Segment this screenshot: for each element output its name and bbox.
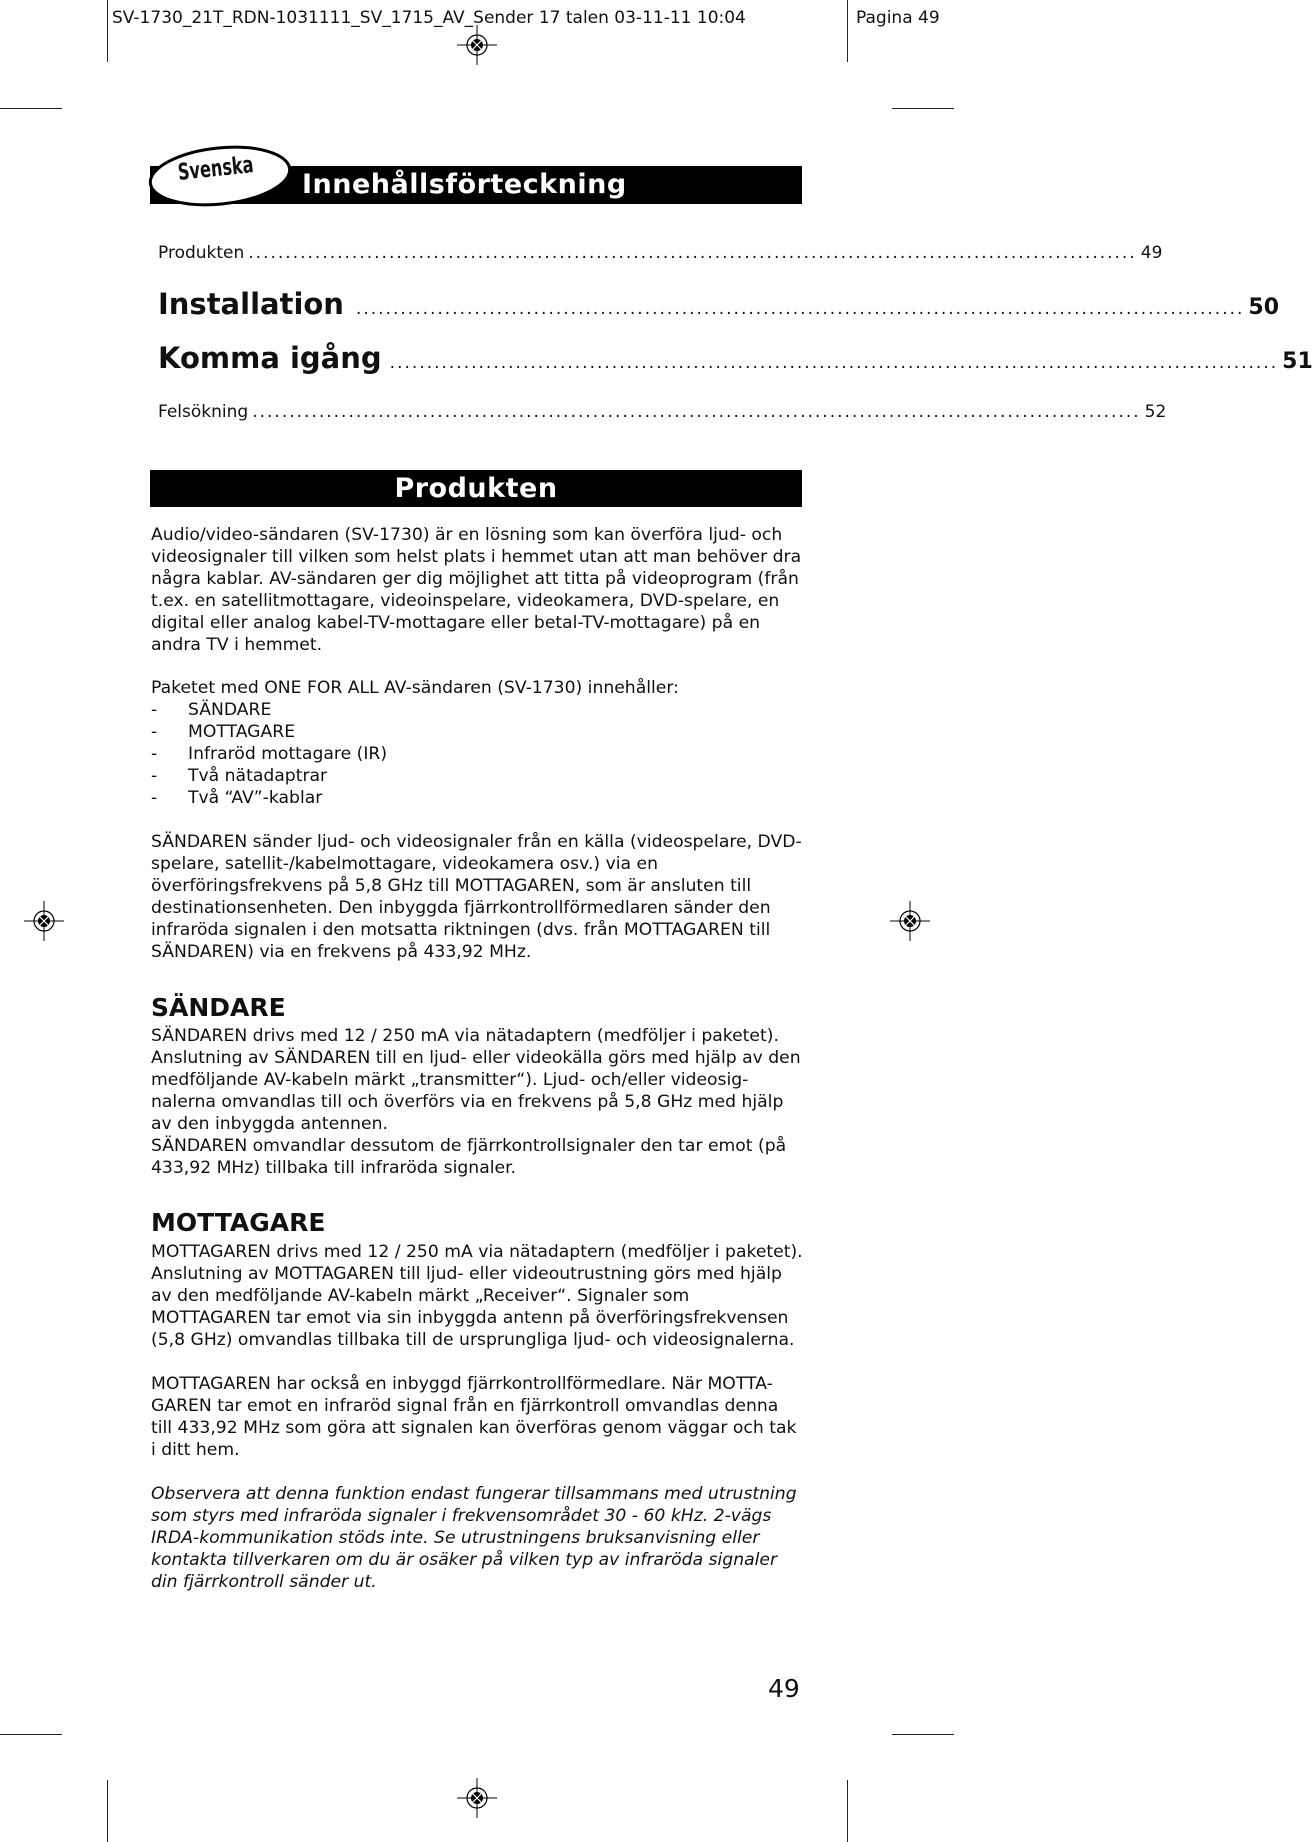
toc-entry: Komma igång ........................................................................................................................ 51 [158,341,1313,375]
crop-mark [107,0,108,62]
sandare-paragraph: SÄNDAREN drivs med 12 / 250 mA via nätadaptern (medföljer i paketet). Anslutning av SÄNDAREN till en ljud- eller videokälla görs med hjälp av den medföljande AV-kabeln märkt „transmitter“). Ljud- och/eller videosig-nalerna omvandlas till och överförs via en frekvens på 5,8 GHz med hjälp av den inbyggda antennen. [151,1026,801,1134]
list-item: - Två nätadaptrar [151,766,328,786]
toc-entry-label: Produkten [158,243,245,263]
mottagare-paragraph: MOTTAGAREN har också en inbyggd fjärrkontrollförmedlare. När MOTTA-GAREN tar emot en infraröd signal från en fjärrkontroll omvandlas denna till 433,92 MHz som göra att signalen kan överföras genom väggar och tak i ditt hem. [151,1374,797,1460]
toc-entry: Produkten ........................................................................................................................ 49 [158,243,1163,263]
toc-entry: Installation ........................................................................................................................ 50 [158,287,1280,321]
mottagare-note: Observera att denna funktion endast fungerar tillsammans med utrustning som styrs med infraröda signaler i frekvensområdet 30 - 60 kHz. 2-vägs IRDA-kommunikation stöds inte. Se utrustningens bruksanvisning eller kontakta tillverkaren om du är osäker på vilken typ av infraröda signaler din fjärrkontroll sänder ut. [151,1484,797,1592]
crop-mark [892,108,954,109]
mottagare-paragraph: MOTTAGAREN drivs med 12 / 250 mA via nätadaptern (medföljer i paketet). Anslutning av MOTTAGAREN till ljud- eller videoutrustning görs med hjälp av den medföljande AV-kabeln märkt „Receiver“. Signaler som MOTTAGAREN tar emot via sin inbyggda antenn på överföringsfrekvensen (5,8 GHz) omvandlas tillbaka till de ursprungliga ljud- och videosignalerna. [151,1242,803,1350]
crop-mark [847,1780,848,1842]
list-item: - Infraröd mottagare (IR) [151,744,388,764]
toc-entry-page: 52 [1144,402,1167,422]
crop-mark [892,1734,954,1735]
language-badge-label: Svenska [176,152,255,186]
sender-description: SÄNDAREN sänder ljud- och videosignaler från en källa (videospelare, DVD-spelare, satellit-/kabelmottagare, videokamera osv.) via en överföringsfrekvens på 5,8 GHz till MOTTAGAREN, som är ansluten till destinationsenheten. Den inbyggda fjärrkontrollförmedlaren sänder den infraröda signalen i den motsatta riktningen (dvs. från MOTTAGAREN till SÄNDAREN) via en frekvens på 433,92 MHz. [151,832,802,962]
print-slug-page: Pagina 49 [856,8,940,28]
toc-entry: Felsökning ........................................................................................................................ 52 [158,402,1167,422]
package-list [151,699,387,809]
toc-entry-page: 49 [1140,243,1163,263]
toc-header [150,152,802,204]
crop-mark [0,1734,62,1735]
intro-paragraph: Audio/video-sändaren (SV-1730) är en lösning som kan överföra ljud- och videosignaler till vilken som helst plats i hemmet utan att man behöver dra några kablar. AV-sändaren ger dig möjlighet att titta på videoprogram (från t.ex. en satellitmottagare, videoinspelare, videokamera, DVD-spelare, en digital eller analog kabel-TV-mottagare eller betal-TV-mottagare) på en andra TV i hemmet. [151,525,802,655]
toc-entry-page: 50 [1248,295,1280,320]
list-item: - SÄNDARE [151,700,272,720]
registration-mark-icon [24,901,64,941]
print-slug: SV-1730_21T_RDN-1031111_SV_1715_AV_Sender 17 talen 03-11-11 10:04 [112,8,746,28]
list-item: - MOTTAGARE [151,722,296,742]
registration-mark-icon [457,1778,497,1818]
page-number: 49 [768,1674,800,1703]
section-title: Produkten [150,470,802,507]
registration-mark-icon [457,25,497,65]
sandare-heading: SÄNDARE [151,993,286,1022]
toc-entry-label: Komma igång [158,341,382,375]
list-item: - Två “AV”-kablar [151,788,323,808]
toc-entry-label: Installation [158,287,344,321]
toc-entry-label: Felsökning [158,402,249,422]
toc-title: Innehållsförteckning [302,169,627,200]
crop-mark [0,108,62,109]
sandare-paragraph: SÄNDAREN omvandlar dessutom de fjärrkontrollsignaler den tar emot (på 433,92 MHz) tillbaka till infraröda signaler. [151,1136,787,1178]
crop-mark [847,0,848,62]
toc-entry-page: 51 [1282,349,1313,374]
mottagare-heading: MOTTAGARE [151,1208,326,1237]
crop-mark [107,1780,108,1842]
package-intro: Paketet med ONE FOR ALL AV-sändaren (SV-1730) innehåller: [151,678,679,698]
registration-mark-icon [890,901,930,941]
